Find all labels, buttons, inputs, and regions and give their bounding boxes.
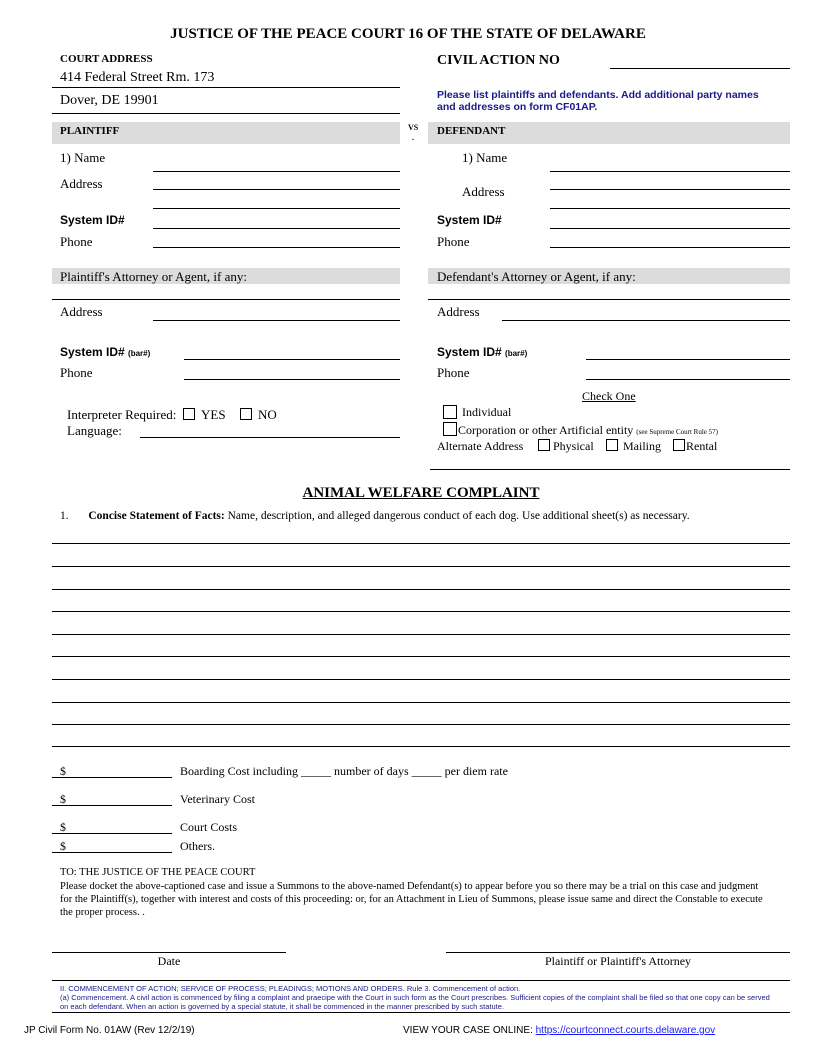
boarding-dollar: $: [60, 764, 66, 778]
court-costs-amount-field[interactable]: [52, 833, 172, 834]
rule-text: [60, 984, 778, 1011]
court-address-label: COURT ADDRESS: [60, 53, 153, 65]
mailing-checkbox[interactable]: [606, 439, 618, 451]
defendant-name-label: 1) Name: [462, 150, 508, 165]
defendant-system-id-label: System ID#: [437, 213, 502, 227]
individual-label: Individual: [462, 405, 512, 419]
date-field[interactable]: [52, 952, 286, 953]
divider: [52, 87, 400, 88]
rental-label: Rental: [686, 439, 718, 453]
defendant-attorney-system-id-field[interactable]: [586, 359, 790, 360]
view-label: VIEW YOUR CASE ONLINE:: [403, 1025, 536, 1036]
defendant-attorney-phone-label: Phone: [437, 365, 470, 380]
bar-label: (bar#): [505, 349, 528, 358]
defendant-name-field[interactable]: [550, 171, 790, 172]
plaintiff-name-field[interactable]: [153, 171, 400, 172]
others-amount-field[interactable]: [52, 852, 172, 853]
rental-checkbox[interactable]: [673, 439, 685, 451]
others-dollar: $: [60, 839, 66, 853]
plaintiff-label: PLAINTIFF: [60, 125, 120, 137]
divider: [430, 469, 790, 470]
view-case-online: [403, 1025, 715, 1036]
facts-write-line[interactable]: [52, 611, 790, 612]
plaintiff-name-label: 1) Name: [60, 150, 106, 165]
plaintiff-address-field[interactable]: [153, 189, 400, 190]
defendant-phone-label: Phone: [437, 234, 470, 249]
complaint-title: ANIMAL WELFARE COMPLAINT: [302, 485, 540, 501]
defendant-system-id-field[interactable]: [550, 228, 790, 229]
date-label: Date: [157, 954, 181, 968]
facts-text: Name, description, and alleged dangerous conduct of each dog. Use additional sheet(s) as necessary.: [227, 510, 690, 522]
facts-write-line[interactable]: [52, 589, 790, 590]
plaintiff-signature-field[interactable]: [446, 952, 790, 953]
boarding-label: Boarding Cost including _____ number of days _____ per diem rate: [180, 764, 508, 778]
system-id-text: System ID#: [60, 345, 125, 359]
interpreter-label: Interpreter Required:: [67, 407, 177, 422]
divider: [52, 980, 790, 981]
facts-line: [60, 510, 690, 522]
facts-label: Concise Statement of Facts:: [88, 510, 225, 522]
physical-checkbox[interactable]: [538, 439, 550, 451]
system-id-text: System ID#: [437, 345, 502, 359]
veterinary-dollar: $: [60, 792, 66, 806]
facts-write-line[interactable]: [52, 566, 790, 567]
form-number: JP Civil Form No. 01AW (Rev 12/2/19): [24, 1025, 195, 1036]
divider: [52, 113, 400, 114]
facts-write-line[interactable]: [52, 724, 790, 725]
rule-line2: (a) Commencement. A civil action is commenced by filing a complaint and praecipe with the Court in such form as the Court prescribes. Sufficient copies of the complaint shall be filed so that one copy can be served on each defendant. When an action is governed by a special statute, it shall be commenced in the manner prescribed by such statute.: [60, 993, 770, 1011]
rule-line1: II. COMMENCEMENT OF ACTION; SERVICE OF PROCESS; PLEADINGS; MOTIONS AND ORDERS. Rule 3. Commencement of action.: [60, 984, 521, 993]
plaintiff-attorney-name-field[interactable]: [52, 299, 400, 300]
divider: [52, 1012, 790, 1013]
civil-action-label: CIVIL ACTION NO: [437, 53, 560, 68]
physical-label: Physical: [553, 439, 594, 453]
corporation-label: [458, 423, 718, 438]
check-one-label: Check One: [582, 389, 636, 403]
bar-label: (bar#): [128, 349, 151, 358]
plaintiff-system-id-field[interactable]: [153, 228, 400, 229]
veterinary-amount-field[interactable]: [52, 805, 172, 806]
plaintiff-attorney-system-id-label: [60, 345, 150, 359]
plaintiff-system-id-label: System ID#: [60, 213, 125, 227]
language-field[interactable]: [140, 437, 400, 438]
interpreter-no-label: NO: [258, 407, 277, 422]
plaintiff-attorney-phone-label: Phone: [60, 365, 93, 380]
facts-write-line[interactable]: [52, 746, 790, 747]
facts-write-line[interactable]: [52, 543, 790, 544]
defendant-phone-field[interactable]: [550, 247, 790, 248]
plaintiff-address-label: Address: [60, 176, 103, 191]
alternate-address-label: Alternate Address: [437, 439, 524, 453]
interpreter-no-checkbox[interactable]: [240, 408, 252, 420]
individual-checkbox[interactable]: [443, 405, 457, 419]
boarding-amount-field[interactable]: [52, 777, 172, 778]
instructions-text: Please list plaintiffs and defendants. Add additional party names and addresses on form CF01AP.: [437, 89, 759, 113]
defendant-address-label: Address: [462, 184, 505, 199]
facts-write-line[interactable]: [52, 656, 790, 657]
vs-dot: .: [412, 133, 414, 142]
plaintiff-phone-label: Phone: [60, 234, 93, 249]
facts-write-line[interactable]: [52, 634, 790, 635]
facts-write-line[interactable]: [52, 679, 790, 680]
defendant-attorney-system-id-label: [437, 345, 527, 359]
corporation-text: Corporation or other Artificial entity: [458, 423, 634, 437]
defendant-label: DEFENDANT: [437, 125, 506, 137]
plaintiff-attorney-address-field[interactable]: [153, 320, 400, 321]
plaintiff-attorney-address-label: Address: [60, 304, 103, 319]
item-number: 1.: [60, 510, 69, 522]
rule-note: (see Supreme Court Rule 57): [636, 428, 718, 436]
court-address-line1: 414 Federal Street Rm. 173: [60, 70, 215, 85]
facts-write-line[interactable]: [52, 702, 790, 703]
others-label: Others.: [180, 839, 215, 853]
defendant-address-field[interactable]: [550, 189, 790, 190]
defendant-attorney-label: Defendant's Attorney or Agent, if any:: [437, 269, 636, 284]
vs-label: VS: [408, 123, 419, 132]
defendant-attorney-phone-field[interactable]: [586, 379, 790, 380]
page-title: JUSTICE OF THE PEACE COURT 16 OF THE STATE OF DELAWARE: [170, 26, 646, 42]
plaintiff-address-field-2[interactable]: [153, 208, 400, 209]
court-costs-dollar: $: [60, 820, 66, 834]
plaintiff-signature-label: Plaintiff or Plaintiff's Attorney: [544, 954, 692, 968]
language-label: Language:: [67, 423, 122, 438]
plaintiff-attorney-phone-field[interactable]: [184, 379, 400, 380]
interpreter-yes-label: YES: [201, 407, 226, 422]
court-address-line2: Dover, DE 19901: [60, 93, 159, 108]
corporation-checkbox[interactable]: [443, 422, 457, 436]
mailing-label: Mailing: [623, 439, 661, 453]
plaintiff-attorney-system-id-field[interactable]: [184, 359, 400, 360]
defendant-attorney-name-field[interactable]: [428, 299, 790, 300]
veterinary-label: Veterinary Cost: [180, 792, 255, 806]
defendant-attorney-address-field[interactable]: [502, 320, 790, 321]
interpreter-yes-checkbox[interactable]: [183, 408, 195, 420]
civil-action-number-field[interactable]: [610, 68, 790, 69]
court-costs-label: Court Costs: [180, 820, 238, 834]
plaintiff-phone-field[interactable]: [153, 247, 400, 248]
summons-heading: TO: THE JUSTICE OF THE PEACE COURT: [60, 867, 256, 878]
courtconnect-link[interactable]: https://courtconnect.courts.delaware.gov: [535, 1025, 716, 1036]
defendant-address-field-2[interactable]: [550, 208, 790, 209]
plaintiff-attorney-label: Plaintiff's Attorney or Agent, if any:: [60, 269, 247, 284]
defendant-attorney-address-label: Address: [437, 304, 480, 319]
summons-text: Please docket the above-captioned case and issue a Summons to the above-named Defendant(s) to appear before you so there may be a trial on this case and judgment for the Plaintiff(s), together with interest and costs of this proceeding: or, for an Attachment in Lieu of Summons, please issue same and direct the Constable to execute the proper process. .: [60, 881, 763, 918]
